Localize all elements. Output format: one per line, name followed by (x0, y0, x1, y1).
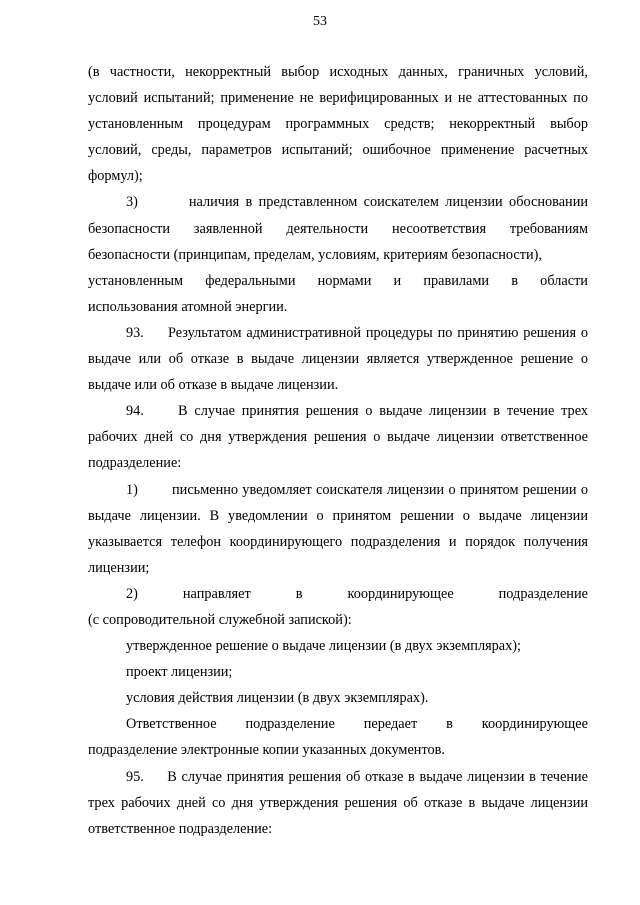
justified-line-item-2 (88, 581, 588, 607)
word: координирующее (347, 585, 454, 602)
paragraph-94-item-1: 1) письменно уведомляет соискателя лицензии о принятом решении о выдаче лицензии. В уведомлении о принятом решении о выдаче лицензии указывается телефон координирующего подразделения и порядок получения лицензии; (88, 481, 588, 576)
paragraph-continuation: (в частности, некорректный выбор исходных данных, граничных условий, условий испытаний; применение не верифицированных и не аттестованных по установленным процедурам программных средств; некорректный выбор условий, среды, параметров испытаний; ошибочное применение расчетных формул); (88, 64, 588, 185)
page-number: 53 (313, 14, 327, 29)
word: правилами (423, 272, 490, 289)
list-line-conditions: условия действия лицензии (в двух экземплярах). (126, 690, 429, 707)
word: подразделение (498, 585, 588, 602)
word: направляет (182, 585, 251, 602)
word: передает (363, 716, 418, 733)
word: федеральными (205, 272, 296, 289)
word: координирующее (481, 716, 588, 733)
paragraph-item-3-end: использования атомной энергии. (88, 298, 288, 315)
paragraph-95: 95. В случае принятия решения об отказе в выдаче лицензии в течение трех рабочих дней со дня утверждения решения об отказе в выдаче лицензии ответственное подразделение: (88, 768, 588, 837)
paragraph-item-2-end: (с сопроводительной служебной запиской): (88, 611, 352, 628)
word: нормами (317, 272, 372, 289)
word: в (295, 585, 303, 602)
word: установленным (88, 272, 184, 289)
list-line-decision: утвержденное решение о выдаче лицензии (в двух экземплярах); (126, 638, 522, 655)
word: Ответственное (126, 716, 217, 733)
list-line-draft: проект лицензии; (126, 664, 233, 681)
word: области (540, 272, 588, 289)
paragraph-93: 93. Результатом административной процедуры по принятию решения о выдаче или об отказе в выдаче лицензии является утвержденное решение о выдаче или об отказе в выдаче лицензии. (88, 324, 588, 394)
word: в (446, 716, 453, 733)
document-body (88, 59, 588, 842)
word: подразделение (245, 716, 335, 733)
word: в (511, 272, 519, 289)
word: 2) (126, 585, 138, 602)
justified-line-item-3 (88, 268, 588, 294)
paragraph-responsible-end: подразделение электронные копии указанных документов. (88, 742, 445, 759)
paragraph-item-3: 3) наличия в представленном соискателем лицензии обосновании безопасности заявленной деятельности несоответствия требованиям безопасности (принципам, пределам, условиям, критериям безопасности), (88, 194, 588, 263)
word: и (393, 272, 402, 289)
justified-line-responsible (88, 711, 588, 737)
paragraph-94: 94. В случае принятия решения о выдаче лицензии в течение трех рабочих дней со дня утверждения решения о выдаче лицензии ответственное подразделение: (88, 403, 588, 472)
